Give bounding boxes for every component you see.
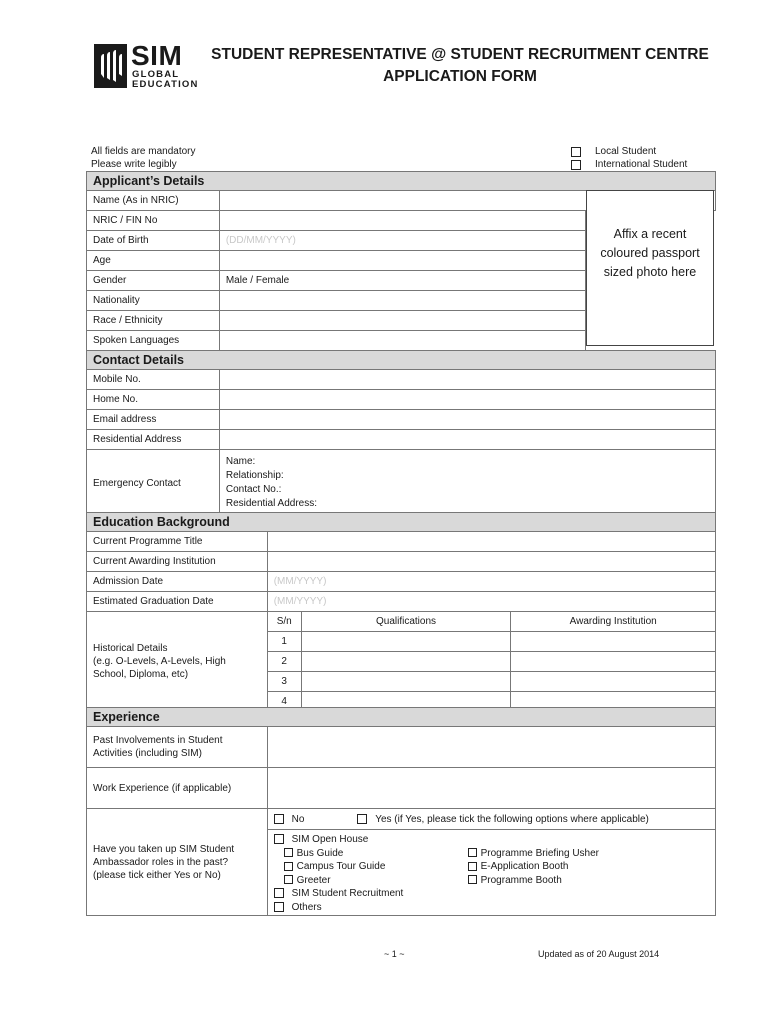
amb-line-1: Have you taken up SIM Student <box>93 843 235 855</box>
awarding-3-field[interactable] <box>511 672 716 692</box>
languages-label: Spoken Languages <box>87 331 220 351</box>
awarding-2-field[interactable] <box>511 652 716 672</box>
education-table <box>86 512 716 712</box>
gender-field[interactable]: Male / Female <box>219 271 585 291</box>
qualification-2-field[interactable] <box>301 652 511 672</box>
open-house-label: SIM Open House <box>291 834 369 845</box>
em-contact-label: Contact No.: <box>225 484 282 495</box>
past-line-2: Activities (including SIM) <box>93 748 202 759</box>
recruitment-label: SIM Student Recruitment <box>291 888 404 899</box>
legibly-note: Please write legibly <box>91 159 177 170</box>
e-application-label: E-Application Booth <box>480 861 569 872</box>
sim-logo <box>94 40 199 90</box>
em-name-label: Name: <box>225 456 256 467</box>
mandatory-note: All fields are mandatory <box>91 146 196 157</box>
international-student-label: International Student <box>595 159 688 170</box>
yes-no-row <box>267 809 715 830</box>
programme-booth-checkbox[interactable] <box>468 875 477 884</box>
education-heading: Education Background <box>87 513 716 532</box>
campus-tour-label: Campus Tour Guide <box>296 861 386 872</box>
past-involvements-label <box>87 727 268 768</box>
sn-4: 4 <box>267 692 301 712</box>
sn-2: 2 <box>267 652 301 672</box>
international-student-checkbox[interactable] <box>571 160 581 170</box>
instructions <box>91 145 196 171</box>
work-experience-field[interactable] <box>267 768 715 809</box>
gender-label: Gender <box>87 271 220 291</box>
emergency-label: Emergency Contact <box>87 450 220 517</box>
dob-field[interactable]: (DD/MM/YYYY) <box>219 231 585 251</box>
page-number: ~ 1 ~ <box>384 949 405 959</box>
institution-label: Current Awarding Institution <box>87 552 268 572</box>
photo-text-3: sized photo here <box>603 265 697 279</box>
em-relationship-label: Relationship: <box>225 470 284 481</box>
qualification-3-field[interactable] <box>301 672 511 692</box>
local-student-checkbox[interactable] <box>571 147 581 157</box>
em-address-label: Residential Address: <box>225 498 318 509</box>
race-field[interactable] <box>219 311 585 331</box>
open-house-checkbox[interactable] <box>274 834 284 844</box>
home-field[interactable] <box>219 390 715 410</box>
campus-tour-checkbox[interactable] <box>284 862 293 871</box>
no-label: No <box>291 813 305 825</box>
email-field[interactable] <box>219 410 715 430</box>
sim-logo-mark-icon <box>94 44 127 88</box>
yes-label: Yes (if Yes, please tick the following options where applicable) <box>375 813 649 825</box>
others-checkbox[interactable] <box>274 902 284 912</box>
e-application-checkbox[interactable] <box>468 862 477 871</box>
qualifications-header: Qualifications <box>301 612 511 632</box>
qualification-1-field[interactable] <box>301 632 511 652</box>
mobile-field[interactable] <box>219 370 715 390</box>
sn-header: S/n <box>267 612 301 632</box>
awarding-header: Awarding Institution <box>511 612 716 632</box>
recruitment-checkbox[interactable] <box>274 888 284 898</box>
logo-line-education: EDUCATION <box>132 79 199 90</box>
programme-label: Current Programme Title <box>87 532 268 552</box>
photo-text-1: Affix a recent <box>613 227 687 241</box>
amb-line-2: Ambassador roles in the past? <box>93 856 229 868</box>
address-field[interactable] <box>219 430 715 450</box>
others-label: Others <box>291 901 322 913</box>
amb-line-3: (please tick either Yes or No) <box>93 869 221 881</box>
bus-guide-checkbox[interactable] <box>284 848 293 857</box>
home-label: Home No. <box>87 390 220 410</box>
experience-table <box>86 707 716 916</box>
sn-3: 3 <box>267 672 301 692</box>
historical-label <box>87 612 268 712</box>
form-subtitle: APPLICATION FORM <box>383 68 537 85</box>
programme-field[interactable] <box>267 532 715 552</box>
awarding-1-field[interactable] <box>511 632 716 652</box>
past-involvements-field[interactable] <box>267 727 715 768</box>
race-label: Race / Ethnicity <box>87 311 220 331</box>
programme-booth-label: Programme Booth <box>480 874 562 886</box>
ambassador-options <box>267 830 715 916</box>
graduation-label: Estimated Graduation Date <box>87 592 268 612</box>
bus-guide-label: Bus Guide <box>296 847 344 859</box>
past-line-1: Past Involvements in Student <box>93 735 223 746</box>
ambassador-label <box>87 809 268 916</box>
age-field[interactable] <box>219 251 585 271</box>
contact-details-heading: Contact Details <box>87 351 716 370</box>
historical-line-2: (e.g. O-Levels, A-Levels, High <box>93 656 226 667</box>
greeter-checkbox[interactable] <box>284 875 293 884</box>
photo-box[interactable] <box>586 190 714 346</box>
photo-text-2: coloured passport <box>600 246 700 260</box>
sn-1: 1 <box>267 632 301 652</box>
historical-line-1: Historical Details <box>93 643 168 654</box>
admission-label: Admission Date <box>87 572 268 592</box>
experience-heading: Experience <box>87 708 716 727</box>
work-experience-label: Work Experience (if applicable) <box>87 768 268 809</box>
institution-field[interactable] <box>267 552 715 572</box>
greeter-label: Greeter <box>296 874 331 886</box>
briefing-usher-checkbox[interactable] <box>468 848 477 857</box>
dob-label: Date of Birth <box>87 231 220 251</box>
logo-brand: SIM <box>131 40 183 71</box>
name-label: Name (As in NRIC) <box>87 191 220 211</box>
admission-field[interactable]: (MM/YYYY) <box>267 572 715 592</box>
nationality-field[interactable] <box>219 291 585 311</box>
local-student-label: Local Student <box>595 146 657 157</box>
updated-date: Updated as of 20 August 2014 <box>538 949 660 959</box>
logo-line-global: GLOBAL <box>132 69 180 80</box>
mobile-label: Mobile No. <box>87 370 220 390</box>
no-checkbox[interactable] <box>274 814 284 824</box>
emergency-field[interactable] <box>219 450 715 517</box>
age-label: Age <box>87 251 220 271</box>
yes-checkbox[interactable] <box>357 814 367 824</box>
form-title: STUDENT REPRESENTATIVE @ STUDENT RECRUITMENT CENTRE <box>211 46 709 63</box>
historical-line-3: School, Diploma, etc) <box>93 669 189 680</box>
briefing-usher-label: Programme Briefing Usher <box>480 847 599 859</box>
email-label: Email address <box>87 410 220 430</box>
nric-field[interactable] <box>219 211 585 231</box>
languages-field[interactable] <box>219 331 585 351</box>
applicant-details-heading: Applicant’s Details <box>87 172 716 191</box>
address-label: Residential Address <box>87 430 220 450</box>
nationality-label: Nationality <box>87 291 220 311</box>
student-type-options <box>571 145 687 171</box>
graduation-field[interactable]: (MM/YYYY) <box>267 592 715 612</box>
nric-label: NRIC / FIN No <box>87 211 220 231</box>
